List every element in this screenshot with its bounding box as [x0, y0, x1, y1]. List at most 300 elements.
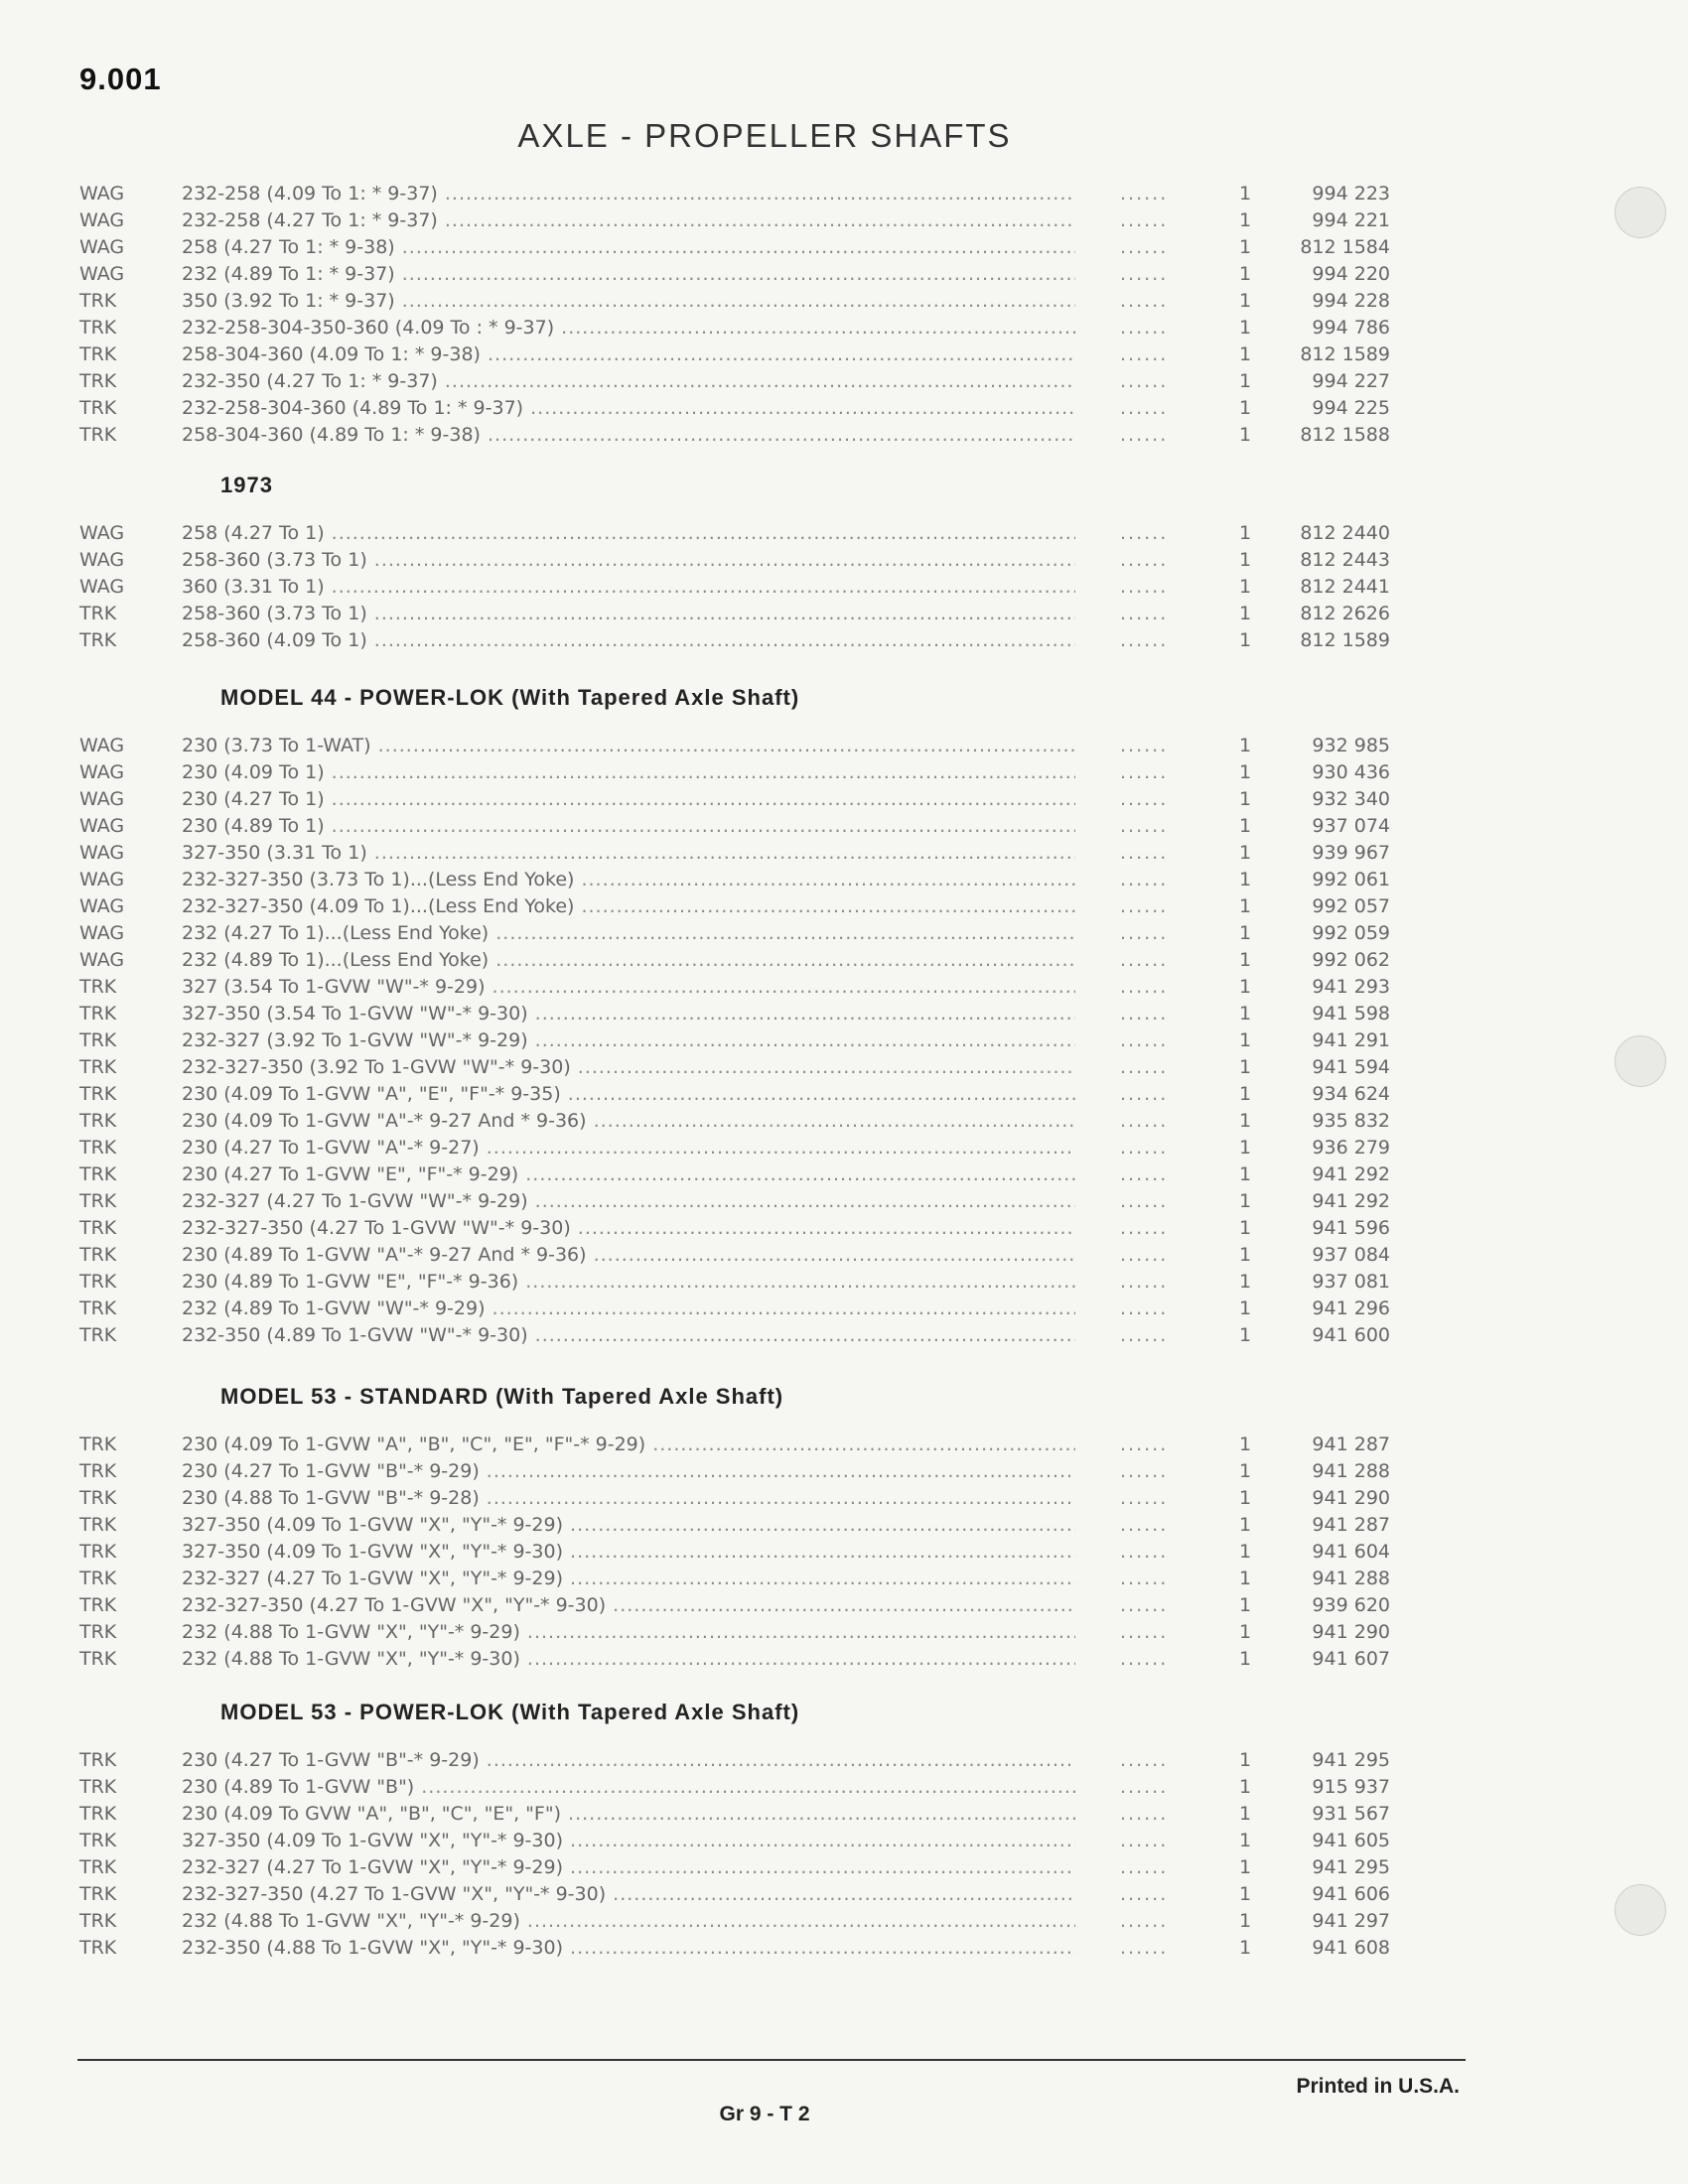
part-number: 994 220: [1312, 263, 1390, 285]
part-number: 937 081: [1312, 1271, 1390, 1293]
model-code: WAG: [79, 183, 125, 205]
part-description: 232-327-350 (3.92 To 1-GVW "W"-* 9-30) .....: [182, 1054, 1075, 1081]
part-description: 232 (4.88 To 1-GVW "X", "Y"-* 9-29) .....: [182, 1908, 1075, 1935]
part-description: 230 (4.09 To 1-GVW "A"-* 9-27 And * 9-36) .....: [182, 1108, 1075, 1135]
leader-dots: ......: [1120, 761, 1169, 783]
leader-dots: ......: [1120, 397, 1169, 419]
parts-row: [0, 867, 1688, 893]
part-number: 992 059: [1312, 922, 1390, 944]
leader-dots: ......: [1120, 1776, 1169, 1798]
parts-row: [0, 1485, 1688, 1512]
parts-row: [0, 1747, 1688, 1774]
part-number: 812 1589: [1300, 629, 1390, 651]
part-number: 941 292: [1312, 1163, 1390, 1185]
quantity: 1: [1239, 1856, 1252, 1878]
model-code: TRK: [79, 1803, 117, 1825]
part-description: 230 (4.09 To 1-GVW "A", "E", "F"-* 9-35) .....: [182, 1081, 1075, 1108]
quantity: 1: [1239, 290, 1252, 312]
leader-dots: ......: [1120, 1568, 1169, 1589]
leader-dots: ......: [1120, 424, 1169, 446]
quantity: 1: [1239, 869, 1252, 890]
part-number: 941 287: [1312, 1433, 1390, 1455]
part-description: 232 (4.89 To 1)...(Less End Yoke) .....: [182, 947, 1075, 974]
model-code: WAG: [79, 895, 125, 917]
parts-row: [0, 422, 1688, 449]
page-title: AXLE - PROPELLER SHAFTS: [517, 117, 1012, 154]
quantity: 1: [1239, 1776, 1252, 1798]
part-number: 941 287: [1312, 1514, 1390, 1536]
parts-row: [0, 1108, 1688, 1135]
parts-row: [0, 1001, 1688, 1027]
model-code: WAG: [79, 522, 125, 544]
quantity: 1: [1239, 1244, 1252, 1266]
parts-row: [0, 520, 1688, 547]
model-code: TRK: [79, 1163, 117, 1185]
part-description: 232-327 (3.92 To 1-GVW "W"-* 9-29) .....: [182, 1027, 1075, 1054]
part-number: 939 620: [1312, 1594, 1390, 1616]
model-code: TRK: [79, 1003, 117, 1024]
quantity: 1: [1239, 549, 1252, 571]
quantity: 1: [1239, 815, 1252, 837]
leader-dots: ......: [1120, 1594, 1169, 1616]
leader-dots: ......: [1120, 1514, 1169, 1536]
model-code: WAG: [79, 869, 125, 890]
part-description: 232-327-350 (4.09 To 1)...(Less End Yoke) .....: [182, 893, 1075, 920]
part-number: 992 057: [1312, 895, 1390, 917]
part-number: 941 290: [1312, 1487, 1390, 1509]
part-number: 941 295: [1312, 1749, 1390, 1771]
leader-dots: ......: [1120, 869, 1169, 890]
part-number: 994 227: [1312, 370, 1390, 392]
model-code: TRK: [79, 290, 117, 312]
model-code: TRK: [79, 1621, 117, 1643]
footer-code: Gr 9 - T 2: [719, 2103, 810, 2125]
part-description: 230 (4.09 To 1) .....: [182, 759, 1075, 786]
model-code: TRK: [79, 1217, 117, 1239]
quantity: 1: [1239, 263, 1252, 285]
model-code: TRK: [79, 1433, 117, 1455]
page-number: 9.001: [79, 62, 162, 96]
model-code: TRK: [79, 1137, 117, 1159]
quantity: 1: [1239, 1297, 1252, 1319]
model-code: TRK: [79, 1190, 117, 1212]
quantity: 1: [1239, 576, 1252, 598]
model-code: WAG: [79, 922, 125, 944]
parts-row: [0, 601, 1688, 627]
part-number: 937 074: [1312, 815, 1390, 837]
leader-dots: ......: [1120, 1648, 1169, 1670]
section-heading: MODEL 53 - STANDARD (With Tapered Axle Shaft): [220, 1384, 784, 1409]
part-description: 232 (4.89 To 1: * 9-37) .....: [182, 261, 1075, 288]
part-description: 230 (4.27 To 1-GVW "A"-* 9-27) .....: [182, 1135, 1075, 1161]
model-code: TRK: [79, 1648, 117, 1670]
quantity: 1: [1239, 1830, 1252, 1851]
parts-row: [0, 1881, 1688, 1908]
part-description: 232-350 (4.89 To 1-GVW "W"-* 9-30) .....: [182, 1322, 1075, 1349]
part-number: 941 291: [1312, 1029, 1390, 1051]
model-code: WAG: [79, 209, 125, 231]
part-description: 232 (4.88 To 1-GVW "X", "Y"-* 9-29) .....: [182, 1619, 1075, 1646]
leader-dots: ......: [1120, 1856, 1169, 1878]
part-number: 941 297: [1312, 1910, 1390, 1932]
part-number: 941 596: [1312, 1217, 1390, 1239]
quantity: 1: [1239, 895, 1252, 917]
quantity: 1: [1239, 317, 1252, 339]
part-description: 350 (3.92 To 1: * 9-37) .....: [182, 288, 1075, 315]
leader-dots: ......: [1120, 1541, 1169, 1563]
part-description: 258-360 (3.73 To 1) .....: [182, 547, 1075, 574]
part-description: 232-327-350 (3.73 To 1)...(Less End Yoke) .....: [182, 867, 1075, 893]
part-description: 232-258-304-350-360 (4.09 To : * 9-37) .....: [182, 315, 1075, 341]
model-code: WAG: [79, 949, 125, 971]
leader-dots: ......: [1120, 815, 1169, 837]
model-code: TRK: [79, 1568, 117, 1589]
quantity: 1: [1239, 1460, 1252, 1482]
model-code: TRK: [79, 1594, 117, 1616]
part-description: 232 (4.88 To 1-GVW "X", "Y"-* 9-30) .....: [182, 1646, 1075, 1673]
leader-dots: ......: [1120, 603, 1169, 624]
parts-row: [0, 1566, 1688, 1592]
part-description: 232-327 (4.27 To 1-GVW "X", "Y"-* 9-29) .....: [182, 1566, 1075, 1592]
model-code: TRK: [79, 1110, 117, 1132]
part-description: 230 (3.73 To 1-WAT) .....: [182, 733, 1075, 759]
parts-row: [0, 207, 1688, 234]
model-code: TRK: [79, 1541, 117, 1563]
part-description: 258 (4.27 To 1: * 9-38) .....: [182, 234, 1075, 261]
parts-row: [0, 1908, 1688, 1935]
leader-dots: ......: [1120, 949, 1169, 971]
part-number: 812 1589: [1300, 343, 1390, 365]
part-number: 932 340: [1312, 788, 1390, 810]
part-number: 992 061: [1312, 869, 1390, 890]
quantity: 1: [1239, 424, 1252, 446]
quantity: 1: [1239, 209, 1252, 231]
section-heading: MODEL 44 - POWER-LOK (With Tapered Axle Shaft): [220, 685, 800, 710]
part-description: 230 (4.09 To 1-GVW "A", "B", "C", "E", "F"-* 9-29) .....: [182, 1432, 1075, 1458]
part-description: 232-327 (4.27 To 1-GVW "X", "Y"-* 9-29) .....: [182, 1854, 1075, 1881]
leader-dots: ......: [1120, 549, 1169, 571]
model-code: WAG: [79, 761, 125, 783]
part-description: 327-350 (3.31 To 1) .....: [182, 840, 1075, 867]
parts-row: [0, 893, 1688, 920]
part-description: 360 (3.31 To 1) .....: [182, 574, 1075, 601]
parts-row: [0, 1135, 1688, 1161]
leader-dots: ......: [1120, 788, 1169, 810]
leader-dots: ......: [1120, 629, 1169, 651]
model-code: TRK: [79, 424, 117, 446]
part-description: 232-327-350 (4.27 To 1-GVW "W"-* 9-30) .....: [182, 1215, 1075, 1242]
leader-dots: ......: [1120, 370, 1169, 392]
quantity: 1: [1239, 1594, 1252, 1616]
parts-row: [0, 1801, 1688, 1828]
quantity: 1: [1239, 735, 1252, 756]
quantity: 1: [1239, 842, 1252, 864]
part-number: 930 436: [1312, 761, 1390, 783]
parts-row: [0, 234, 1688, 261]
parts-row: [0, 1432, 1688, 1458]
part-number: 994 223: [1312, 183, 1390, 205]
leader-dots: ......: [1120, 1029, 1169, 1051]
quantity: 1: [1239, 343, 1252, 365]
parts-row: [0, 315, 1688, 341]
parts-row: [0, 1215, 1688, 1242]
quantity: 1: [1239, 1433, 1252, 1455]
part-number: 941 608: [1312, 1937, 1390, 1959]
part-description: 258-360 (4.09 To 1) .....: [182, 627, 1075, 654]
model-code: TRK: [79, 1297, 117, 1319]
part-number: 941 290: [1312, 1621, 1390, 1643]
leader-dots: ......: [1120, 576, 1169, 598]
leader-dots: ......: [1120, 317, 1169, 339]
quantity: 1: [1239, 1029, 1252, 1051]
part-number: 992 062: [1312, 949, 1390, 971]
quantity: 1: [1239, 1621, 1252, 1643]
part-description: 232-327-350 (4.27 To 1-GVW "X", "Y"-* 9-30) .....: [182, 1881, 1075, 1908]
quantity: 1: [1239, 1271, 1252, 1293]
part-description: 232-350 (4.27 To 1: * 9-37) .....: [182, 368, 1075, 395]
parts-row: [0, 1458, 1688, 1485]
leader-dots: ......: [1120, 263, 1169, 285]
leader-dots: ......: [1120, 1910, 1169, 1932]
quantity: 1: [1239, 1163, 1252, 1185]
quantity: 1: [1239, 1003, 1252, 1024]
part-number: 934 624: [1312, 1083, 1390, 1105]
leader-dots: ......: [1120, 1110, 1169, 1132]
part-description: 232-258 (4.09 To 1: * 9-37) .....: [182, 181, 1075, 207]
parts-row: [0, 395, 1688, 422]
part-number: 937 084: [1312, 1244, 1390, 1266]
leader-dots: ......: [1120, 1803, 1169, 1825]
part-number: 941 295: [1312, 1856, 1390, 1878]
leader-dots: ......: [1120, 1749, 1169, 1771]
part-number: 812 2440: [1300, 522, 1390, 544]
model-code: TRK: [79, 1460, 117, 1482]
part-description: 232 (4.27 To 1)...(Less End Yoke) .....: [182, 920, 1075, 947]
part-description: 230 (4.09 To GVW "A", "B", "C", "E", "F") .....: [182, 1801, 1075, 1828]
part-description: 258-304-360 (4.89 To 1: * 9-38) .....: [182, 422, 1075, 449]
quantity: 1: [1239, 1910, 1252, 1932]
model-code: TRK: [79, 1883, 117, 1905]
parts-row: [0, 920, 1688, 947]
part-description: 230 (4.27 To 1-GVW "E", "F"-* 9-29) .....: [182, 1161, 1075, 1188]
parts-row: [0, 974, 1688, 1001]
parts-row: [0, 1296, 1688, 1322]
quantity: 1: [1239, 183, 1252, 205]
parts-row: [0, 1592, 1688, 1619]
model-code: TRK: [79, 343, 117, 365]
leader-dots: ......: [1120, 1190, 1169, 1212]
part-description: 230 (4.27 To 1-GVW "B"-* 9-29) .....: [182, 1747, 1075, 1774]
part-number: 931 567: [1312, 1803, 1390, 1825]
leader-dots: ......: [1120, 1003, 1169, 1024]
leader-dots: ......: [1120, 1883, 1169, 1905]
leader-dots: ......: [1120, 1297, 1169, 1319]
leader-dots: ......: [1120, 236, 1169, 258]
model-code: WAG: [79, 236, 125, 258]
part-description: 327-350 (4.09 To 1-GVW "X", "Y"-* 9-29) .....: [182, 1512, 1075, 1539]
parts-row: [0, 1188, 1688, 1215]
part-description: 230 (4.27 To 1) .....: [182, 786, 1075, 813]
part-number: 941 600: [1312, 1324, 1390, 1346]
leader-dots: ......: [1120, 842, 1169, 864]
part-number: 812 2626: [1300, 603, 1390, 624]
footer-rule: [77, 2059, 1466, 2061]
quantity: 1: [1239, 922, 1252, 944]
quantity: 1: [1239, 976, 1252, 998]
model-code: WAG: [79, 263, 125, 285]
model-code: TRK: [79, 370, 117, 392]
part-description: 327-350 (4.09 To 1-GVW "X", "Y"-* 9-30) .....: [182, 1539, 1075, 1566]
parts-row: [0, 840, 1688, 867]
model-code: TRK: [79, 317, 117, 339]
leader-dots: ......: [1120, 1244, 1169, 1266]
model-code: TRK: [79, 1749, 117, 1771]
parts-row: [0, 813, 1688, 840]
parts-row: [0, 574, 1688, 601]
parts-row: [0, 261, 1688, 288]
leader-dots: ......: [1120, 209, 1169, 231]
model-code: TRK: [79, 1271, 117, 1293]
parts-row: [0, 1161, 1688, 1188]
parts-row: [0, 1935, 1688, 1962]
model-code: TRK: [79, 1830, 117, 1851]
quantity: 1: [1239, 1803, 1252, 1825]
parts-row: [0, 1054, 1688, 1081]
quantity: 1: [1239, 1324, 1252, 1346]
leader-dots: ......: [1120, 1163, 1169, 1185]
parts-row: [0, 1619, 1688, 1646]
leader-dots: ......: [1120, 290, 1169, 312]
quantity: 1: [1239, 629, 1252, 651]
part-description: 230 (4.88 To 1-GVW "B"-* 9-28) .....: [182, 1485, 1075, 1512]
part-number: 941 606: [1312, 1883, 1390, 1905]
part-description: 230 (4.89 To 1-GVW "E", "F"-* 9-36) .....: [182, 1269, 1075, 1296]
quantity: 1: [1239, 1541, 1252, 1563]
part-number: 812 1588: [1300, 424, 1390, 446]
section-heading: MODEL 53 - POWER-LOK (With Tapered Axle Shaft): [220, 1700, 800, 1724]
part-description: 258-360 (3.73 To 1) .....: [182, 601, 1075, 627]
part-number: 812 1584: [1300, 236, 1390, 258]
part-number: 994 228: [1312, 290, 1390, 312]
part-number: 994 221: [1312, 209, 1390, 231]
model-code: WAG: [79, 788, 125, 810]
part-description: 232-327-350 (4.27 To 1-GVW "X", "Y"-* 9-30) .....: [182, 1592, 1075, 1619]
quantity: 1: [1239, 1749, 1252, 1771]
part-number: 941 598: [1312, 1003, 1390, 1024]
part-number: 941 292: [1312, 1190, 1390, 1212]
quantity: 1: [1239, 370, 1252, 392]
parts-row: [0, 1854, 1688, 1881]
leader-dots: ......: [1120, 1324, 1169, 1346]
quantity: 1: [1239, 1937, 1252, 1959]
part-number: 941 604: [1312, 1541, 1390, 1563]
parts-row: [0, 627, 1688, 654]
leader-dots: ......: [1120, 976, 1169, 998]
leader-dots: ......: [1120, 1937, 1169, 1959]
quantity: 1: [1239, 1083, 1252, 1105]
quantity: 1: [1239, 1487, 1252, 1509]
leader-dots: ......: [1120, 1621, 1169, 1643]
leader-dots: ......: [1120, 1056, 1169, 1078]
quantity: 1: [1239, 1217, 1252, 1239]
quantity: 1: [1239, 949, 1252, 971]
model-code: TRK: [79, 397, 117, 419]
model-code: WAG: [79, 815, 125, 837]
part-description: 232-258 (4.27 To 1: * 9-37) .....: [182, 207, 1075, 234]
part-description: 327-350 (4.09 To 1-GVW "X", "Y"-* 9-30) .....: [182, 1828, 1075, 1854]
part-description: 327 (3.54 To 1-GVW "W"-* 9-29) .....: [182, 974, 1075, 1001]
part-description: 230 (4.89 To 1) .....: [182, 813, 1075, 840]
parts-row: [0, 1774, 1688, 1801]
parts-row: [0, 1242, 1688, 1269]
model-code: TRK: [79, 1487, 117, 1509]
part-number: 994 786: [1312, 317, 1390, 339]
leader-dots: ......: [1120, 183, 1169, 205]
model-code: WAG: [79, 549, 125, 571]
leader-dots: ......: [1120, 1487, 1169, 1509]
parts-row: [0, 1081, 1688, 1108]
part-number: 812 2441: [1300, 576, 1390, 598]
model-code: TRK: [79, 1856, 117, 1878]
leader-dots: ......: [1120, 1217, 1169, 1239]
model-code: TRK: [79, 1910, 117, 1932]
model-code: TRK: [79, 1937, 117, 1959]
quantity: 1: [1239, 522, 1252, 544]
part-number: 932 985: [1312, 735, 1390, 756]
model-code: TRK: [79, 1083, 117, 1105]
part-number: 941 293: [1312, 976, 1390, 998]
parts-row: [0, 947, 1688, 974]
quantity: 1: [1239, 1137, 1252, 1159]
parts-row: [0, 368, 1688, 395]
leader-dots: ......: [1120, 1460, 1169, 1482]
leader-dots: ......: [1120, 1433, 1169, 1455]
part-number: 941 288: [1312, 1460, 1390, 1482]
leader-dots: ......: [1120, 1083, 1169, 1105]
part-number: 994 225: [1312, 397, 1390, 419]
parts-row: [0, 1828, 1688, 1854]
part-number: 812 2443: [1300, 549, 1390, 571]
part-description: 258 (4.27 To 1) .....: [182, 520, 1075, 547]
parts-row: [0, 786, 1688, 813]
leader-dots: ......: [1120, 343, 1169, 365]
quantity: 1: [1239, 1056, 1252, 1078]
parts-row: [0, 288, 1688, 315]
model-code: WAG: [79, 576, 125, 598]
model-code: TRK: [79, 603, 117, 624]
section-heading: 1973: [220, 473, 273, 497]
quantity: 1: [1239, 1883, 1252, 1905]
quantity: 1: [1239, 236, 1252, 258]
part-description: 230 (4.27 To 1-GVW "B"-* 9-29) .....: [182, 1458, 1075, 1485]
part-number: 941 605: [1312, 1830, 1390, 1851]
part-number: 941 296: [1312, 1297, 1390, 1319]
parts-row: [0, 733, 1688, 759]
parts-row: [0, 1512, 1688, 1539]
parts-row: [0, 341, 1688, 368]
parts-row: [0, 1539, 1688, 1566]
printed-note: Printed in U.S.A.: [1296, 2075, 1460, 2098]
model-code: TRK: [79, 1324, 117, 1346]
part-number: 941 288: [1312, 1568, 1390, 1589]
part-number: 915 937: [1312, 1776, 1390, 1798]
parts-row: [0, 547, 1688, 574]
leader-dots: ......: [1120, 895, 1169, 917]
quantity: 1: [1239, 788, 1252, 810]
leader-dots: ......: [1120, 1830, 1169, 1851]
part-description: 230 (4.89 To 1-GVW "A"-* 9-27 And * 9-36) .....: [182, 1242, 1075, 1269]
parts-row: [0, 1269, 1688, 1296]
